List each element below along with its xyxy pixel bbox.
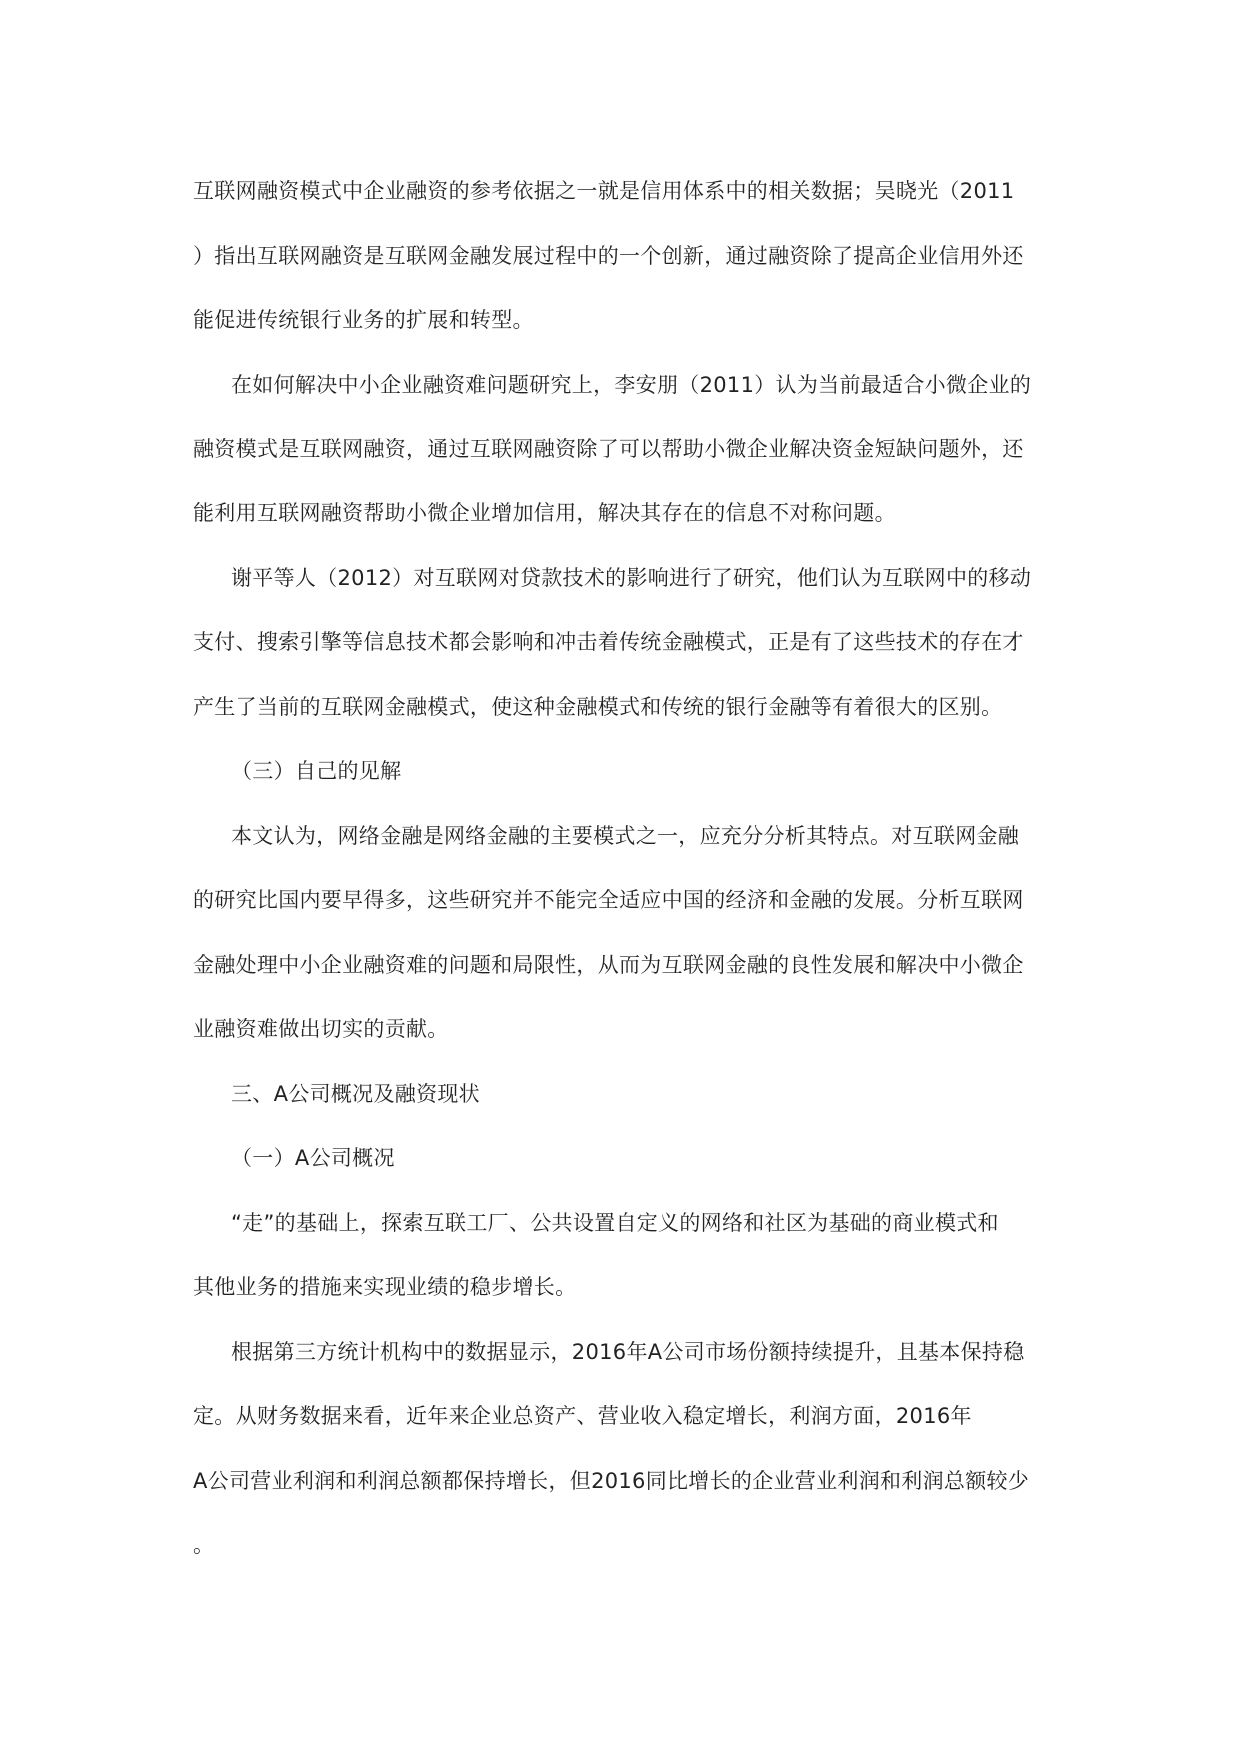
text-line: 的研究比国内要早得多，这些研究并不能完全适应中国的经济和金融的发展。分析互联网 [193, 888, 1024, 912]
section-heading: （三）自己的见解 [231, 759, 402, 783]
text-line: 产生了当前的互联网金融模式，使这种金融模式和传统的银行金融等有着很大的区别。 [193, 695, 1003, 719]
paragraph-first-line: “走”的基础上，探索互联工厂、公共设置自定义的网络和社区为基础的商业模式和 [231, 1211, 999, 1235]
text-line: 支付、搜索引擎等信息技术都会影响和冲击着传统金融模式，正是有了这些技术的存在才 [193, 630, 1024, 654]
text-line: 。 [193, 1533, 215, 1557]
text-line: 业融资难做出切实的贡献。 [193, 1017, 449, 1041]
text-line: 融资模式是互联网融资，通过互联网融资除了可以帮助小微企业解决资金短缺问题外，还 [193, 437, 1024, 461]
paragraph-first-line: 根据第三方统计机构中的数据显示，2016年A公司市场份额持续提升，且基本保持稳 [231, 1340, 1025, 1364]
paragraph-first-line: 在如何解决中小企业融资难问题研究上，李安朋（2011）认为当前最适合小微企业的 [231, 373, 1032, 397]
text-line: 能促进传统银行业务的扩展和转型。 [193, 308, 534, 332]
text-line: 定。从财务数据来看，近年来企业总资产、营业收入稳定增长，利润方面，2016年 [193, 1404, 972, 1428]
text-line: 互联网融资模式中企业融资的参考依据之一就是信用体系中的相关数据；吴晓光（2011 [193, 179, 1015, 203]
text-line: 金融处理中小企业融资难的问题和局限性，从而为互联网金融的良性发展和解决中小微企 [193, 953, 1024, 977]
section-heading: （一）A公司概况 [231, 1146, 395, 1170]
text-line: A公司营业利润和利润总额都保持增长，但2016同比增长的企业营业利润和利润总额较少 [193, 1469, 1030, 1493]
paragraph-first-line: 谢平等人（2012）对互联网对贷款技术的影响进行了研究，他们认为互联网中的移动 [231, 566, 1032, 590]
text-line: 能利用互联网融资帮助小微企业增加信用，解决其存在的信息不对称问题。 [193, 501, 896, 525]
paragraph-first-line: 本文认为，网络金融是网络金融的主要模式之一，应充分分析其特点。对互联网金融 [231, 824, 1020, 848]
text-line: ）指出互联网融资是互联网金融发展过程中的一个创新，通过融资除了提高企业信用外还 [193, 244, 1024, 268]
chapter-heading: 三、A公司概况及融资现状 [231, 1082, 480, 1106]
text-line: 其他业务的措施来实现业绩的稳步增长。 [193, 1275, 577, 1299]
